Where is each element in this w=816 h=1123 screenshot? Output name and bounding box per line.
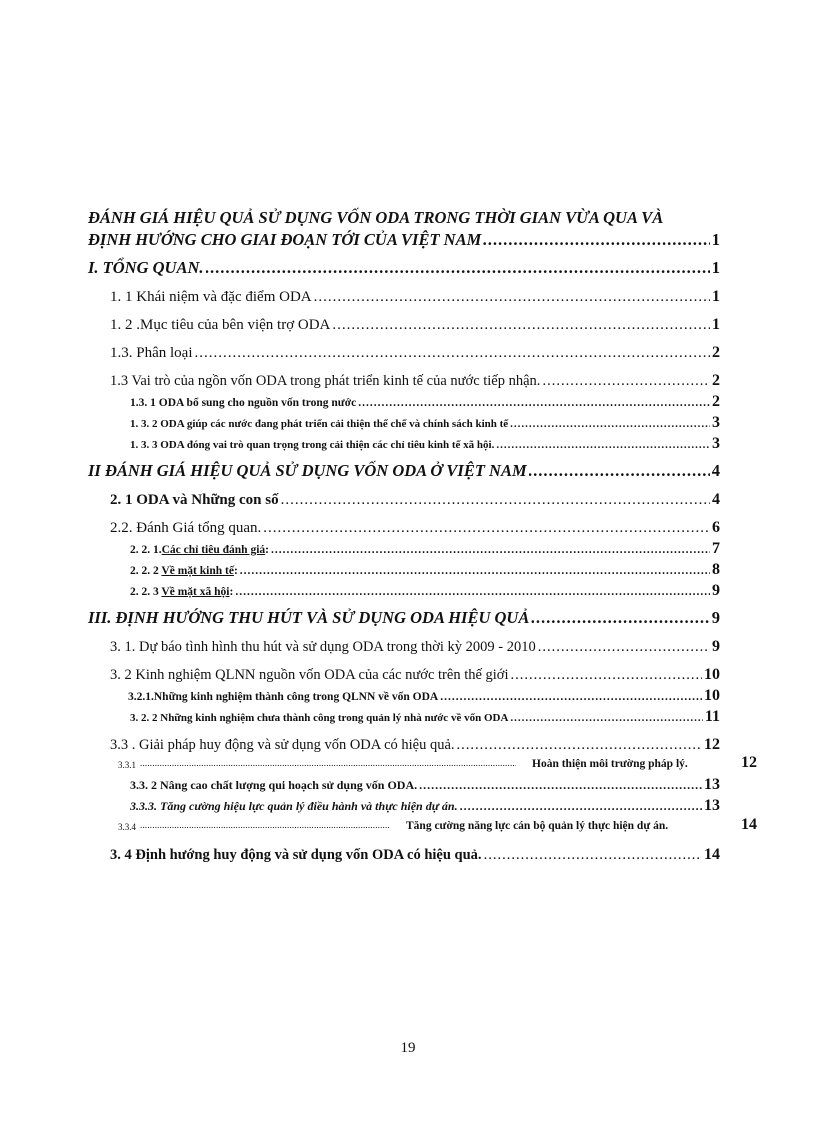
toc-entry-2-1[interactable]: 2. 1 ODA và Những con số ..... 4 [110,491,720,509]
toc-entry-1-3-2[interactable]: 1. 3. 2 ODA giúp các nước đang phát triển cải thiện thể chế và chính sách kinh tế ..... 3 [130,414,720,432]
toc-entry-3-2-2[interactable]: 3. 2. 2 Những kinh nghiệm chưa thành công trong quản lý nhà nước về vốn ODA ..... 11 [130,708,720,726]
toc-entry-3-4[interactable]: 3. 4 Định hướng huy động và sử dụng vốn ODA có hiệu quả. ..... 14 [110,846,720,864]
toc-entry-3-1[interactable]: 3. 1. Dự báo tình hình thu hút và sử dụng ODA trong thời kỳ 2009 - 2010 ..... 9 [110,638,720,656]
toc-entry-2-2[interactable]: 2.2. Đánh Giá tổng quan. ..... 6 [110,519,720,537]
toc-entry-2-2-1[interactable]: 2. 2. 1.Các chỉ tiêu đánh giá: ..... 7 [130,540,720,558]
toc-title-entry[interactable] [88,230,720,250]
toc-entry-2-2-2[interactable]: 2. 2. 2 Về mặt kinh tế: ..... 8 [130,561,720,579]
toc-entry-1-3-role[interactable]: 1.3 Vai trò của ngồn vốn ODA trong phát triển kinh tế của nước tiếp nhận. ..... 2 [110,372,720,390]
toc-title-line-2: ĐỊNH HƯỚNG CHO GIAI ĐOẠN TỚI CỦA VIỆT NAM [88,230,482,249]
page-number-footer: 19 [400,1040,416,1056]
toc-entry-1-3-1[interactable]: 1.3. 1 ODA bổ sung cho nguồn vốn trong nước ..... 2 [130,393,720,411]
toc-entry-3-2-1[interactable]: 3.2.1.Những kinh nghiệm thành công trong QLNN về vốn ODA ..... 10 [128,687,720,705]
table-of-contents [88,208,757,864]
toc-entry-2-2-3[interactable]: 2. 2. 3 Về mặt xã hội: ..... 9 [130,582,720,600]
toc-entry-1-1[interactable]: 1. 1 Khái niệm và đặc điểm ODA ..... 1 [110,288,720,306]
toc-entry-section-1[interactable]: I. TỔNG QUAN. ..... 1 [88,258,720,278]
toc-entry-3-3-2[interactable]: 3.3. 2 Nâng cao chất lượng qui hoạch sử dụng vốn ODA. ..... 13 [130,776,720,794]
toc-entry-3-2[interactable]: 3. 2 Kinh nghiệm QLNN nguồn vốn ODA của các nước trên thế giới ..... 10 [110,666,720,684]
toc-title-line-1: ĐÁNH GIÁ HIỆU QUẢ SỬ DỤNG VỐN ODA TRONG THỜI GIAN VỪA QUA VÀ [88,208,664,227]
toc-entry-1-3-3[interactable]: 1. 3. 3 ODA đóng vai trò quan trọng trong cải thiện các chỉ tiêu kinh tế xã hội. ..... 3 [130,435,720,453]
toc-entry-1-3[interactable]: 1.3. Phân loại ..... 2 [110,344,720,362]
toc-entry-section-2[interactable]: II ĐÁNH GIÁ HIỆU QUẢ SỬ DỤNG VỐN ODA Ở VIỆT NAM ..... 4 [88,461,720,481]
toc-page-number: 1 [711,230,720,249]
toc-entry-3-3-3[interactable]: 3.3.3. Tăng cường hiệu lực quản lý điều hành và thực hiện dự án. ..... 13 [130,797,720,815]
toc-entry-3-3[interactable]: 3.3 . Giải pháp huy động và sử dụng vốn ODA có hiệu quả. ..... 12 [110,736,720,754]
toc-entry-1-2[interactable]: 1. 2 .Mục tiêu của bên viện trợ ODA ..... 1 [110,316,720,334]
toc-entry-3-3-4[interactable]: 3.3.4 ..... Tăng cường năng lực cán bộ quản lý thực hiện dự án. 14 [98,818,720,838]
toc-entry-section-3[interactable]: III. ĐỊNH HƯỚNG THU HÚT VÀ SỬ DỤNG ODA HIỆU QUẢ ..... 9 [88,608,720,628]
toc-entry-3-3-1[interactable]: 3.3.1 ..... Hoàn thiện môi trường pháp lý. 12 [98,756,720,776]
